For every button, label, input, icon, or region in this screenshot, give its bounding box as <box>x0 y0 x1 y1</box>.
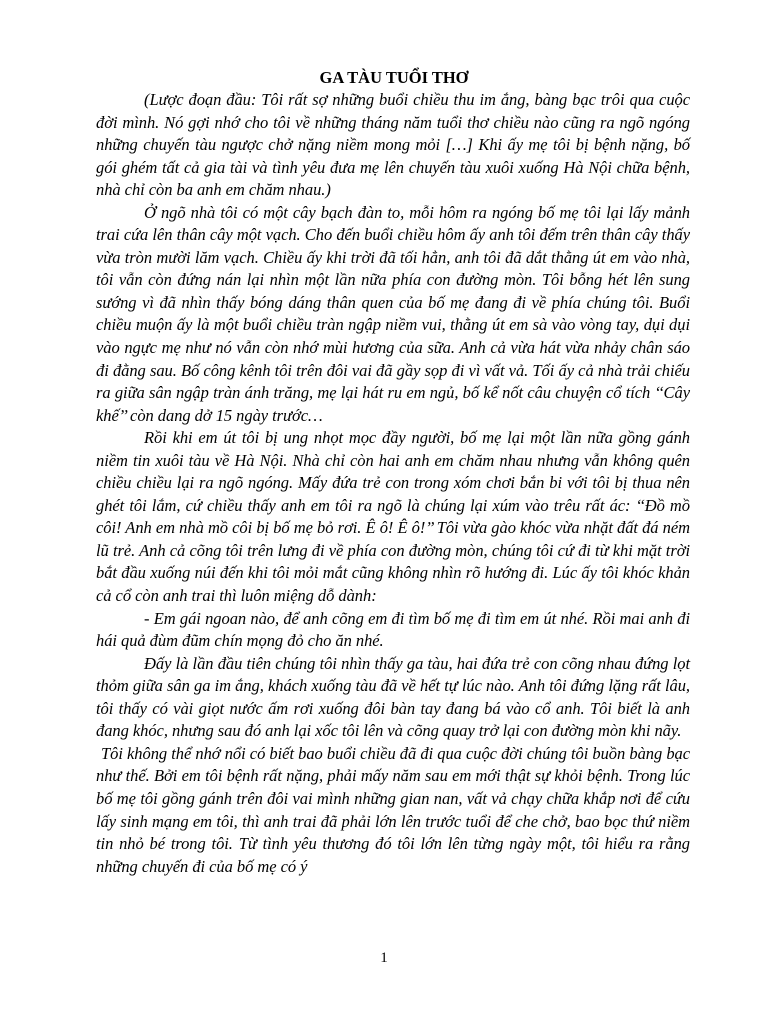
intro-paragraph: (Lược đoạn đầu: Tôi rất sợ những buổi chiều thu im ắng, bàng bạc trôi qua cuộc đời mình. Nó gợi nhớ cho tôi về những tháng năm tuổi thơ chiều nào cũng ra ngõ ngóng những chuyến tàu ngược chở nặng niềm mong mỏi […] Khi ấy mẹ tôi bị bệnh nặng, bố gói ghém tất cả gia tài và tình yêu đưa mẹ lên chuyến tàu xuôi xuống Hà Nội chữa bệnh, nhà chỉ còn ba anh em chăm nhau.) <box>96 90 690 200</box>
document-page <box>96 67 690 878</box>
dialogue-paragraph: - Em gái ngoan nào, để anh cõng em đi tìm bố mẹ đi tìm em út nhé. Rồi mai anh đi hái quả đùm đũm chín mọng đỏ cho ăn nhé. <box>96 608 690 651</box>
page-number: 1 <box>380 950 388 966</box>
body-paragraph: Ở ngõ nhà tôi có một cây bạch đàn to, mỗi hôm ra ngóng bố mẹ tôi lại lấy mảnh trai cứa lên thân cây một vạch. Cho đến buổi chiều hôm ấy anh tôi đếm trên thân cây thấy vừa tròn mười lăm vạch. Chiều ấy khi trời đã tối hẳn, anh tôi đã dắt thằng út em vào nhà, tôi vẫn còn đứng nán lại nhìn một lần nữa phía con đường mòn. Tôi bỗng hét lên sung sướng vì đã nhìn thấy bóng dáng thân quen của bố mẹ đang đi về phía chúng tôi. Buổi chiều muộn ấy là một buổi chiều tràn ngập niềm vui, thằng út em sà vào vòng tay, dụi dụi vào ngực mẹ như nó vẫn còn nhớ mùi hương của sữa. Anh cả vừa hát vừa nhảy chân sáo đi đằng sau. Bố công kênh tôi trên đôi vai đã gầy sọp đi vì vất vả. Tối ấy cả nhà trải chiếu ra giữa sân ngập tràn ánh trăng, mẹ lại hát ru em ngủ, bố kể nốt câu chuyện cổ tích ‘‘Cây khế’’ còn dang dở 15 ngày trước… <box>96 202 690 425</box>
body-paragraph: Đấy là lần đầu tiên chúng tôi nhìn thấy ga tàu, hai đứa trẻ con cõng nhau đứng lọt thỏm giữa sân ga im ắng, khách xuống tàu đã về hết tự lúc nào. Anh tôi đứng lặng rất lâu, tôi thấy có vài giọt nước ấm rơi xuống đôi bàn tay đang bá vào cổ anh. Tôi biết là anh đang khóc, nhưng sau đó anh lại xốc tôi lên và cõng quay trở lại con đường mòn khi nãy. <box>96 653 690 741</box>
body-paragraph: Tôi không thể nhớ nổi có biết bao buổi chiều đã đi qua cuộc đời chúng tôi buồn bàng bạc như thế. Bởi em tôi bệnh rất nặng, phải mấy năm sau em mới thật sự khỏi bệnh. Trong lúc bố mẹ tôi gồng gánh trên đôi vai mình những gian nan, vất vả chạy chữa khắp nơi để cứu lấy sinh mạng em tôi, thì anh trai đã phải lớn lên trước tuổi để che chở, bao bọc thứ niềm tin nhỏ bé trong tôi. Từ tình yêu thương đó tôi lớn lên từng ngày một, tôi hiểu ra rằng những chuyến đi của bố mẹ có ý <box>96 743 690 876</box>
document-title: GA TÀU TUỔI THƠ <box>319 68 469 87</box>
body-paragraph: Rồi khi em út tôi bị ung nhọt mọc đầy người, bố mẹ lại một lần nữa gồng gánh niềm tin xuôi tàu về Hà Nội. Nhà chỉ còn hai anh em chăm nhau nhưng vẫn không quên chiều chiều lại ra ngõ ngóng. Mấy đứa trẻ con trong xóm chơi bắn bi với tôi bị thua nên ghét tôi lắm, cứ chiều thấy anh em tôi ra ngõ là chúng lại xúm vào trêu rất ác: ‘‘Đồ mồ côi! Anh em nhà mồ côi bị bố mẹ bỏ rơi. Ê ô! Ê ô!’’ Tôi vừa gào khóc vừa nhặt đất đá ném lũ trẻ. Anh cả cõng tôi trên lưng đi về phía con đường mòn, chúng tôi cứ đi từ khi mặt trời bắt đầu xuống núi đến khi tôi mỏi mắt cũng không nhìn rõ hướng đi. Lúc ấy tôi khóc khản cả cổ còn anh trai thì luôn miệng dỗ dành: <box>96 428 690 606</box>
